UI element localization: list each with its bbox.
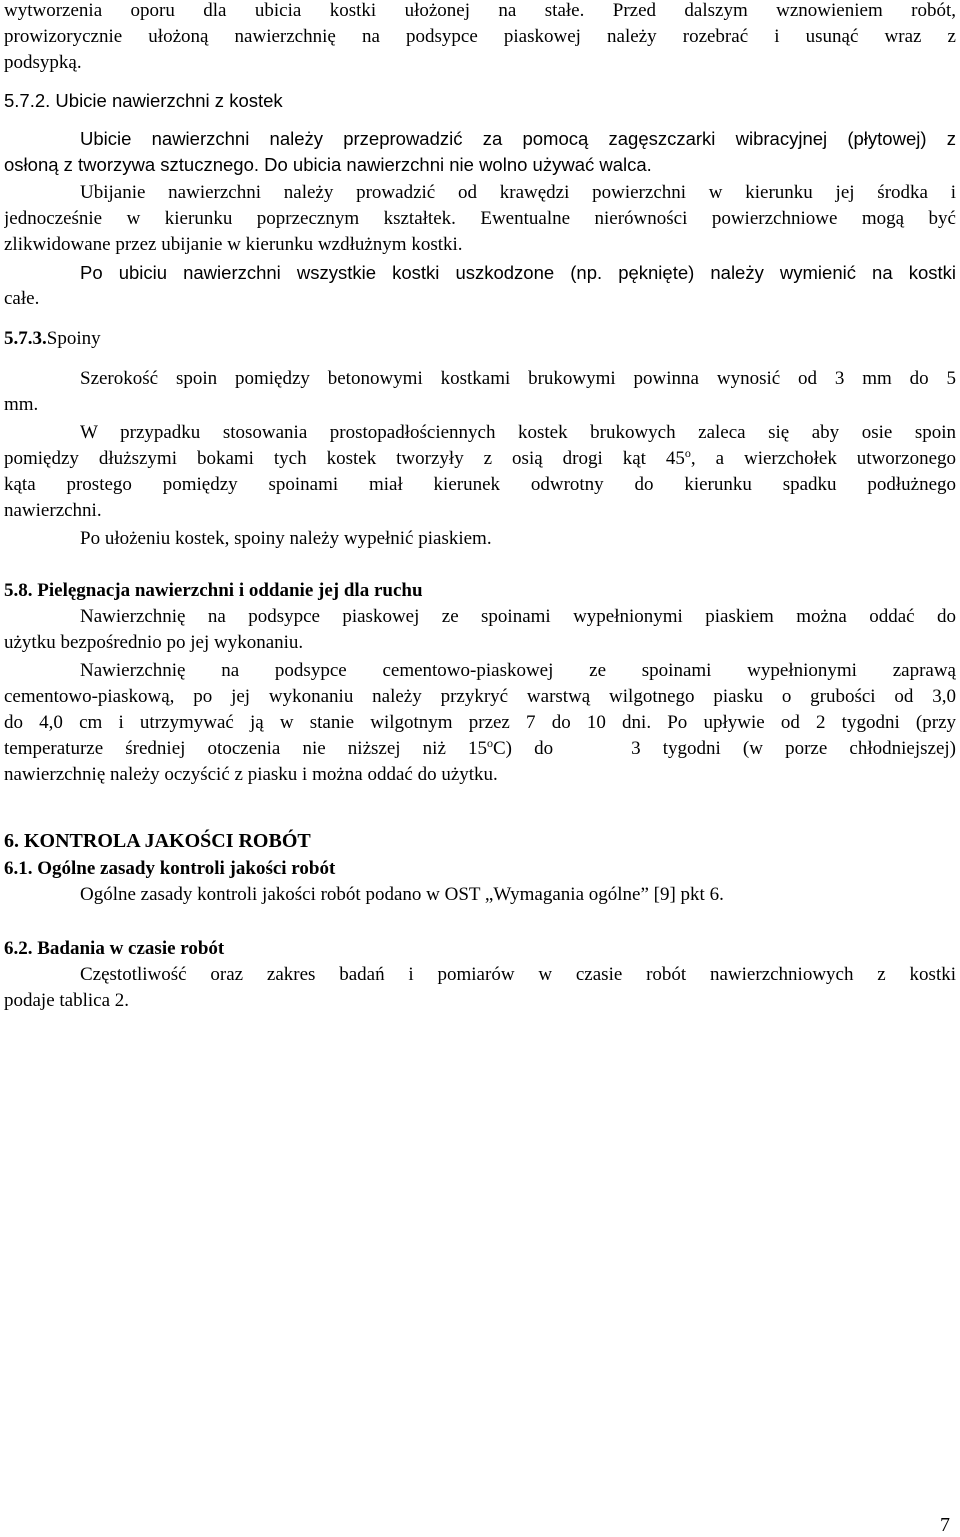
section-heading-5-7-3: [4, 326, 956, 352]
text-run: 3 tygodni (w porze chłodniejszej): [631, 738, 956, 759]
paragraph-line: Częstotliwość oraz zakres badań i pomiarów w czasie robót nawierzchniowych z kostki: [80, 964, 956, 985]
paragraph-line: [4, 446, 956, 472]
paragraph-line: Po ubiciu nawierzchni wszystkie kostki uszkodzone (np. pęknięte) należy wymienić na kostki: [80, 262, 956, 283]
paragraph-line: do 4,0 cm i utrzymywać ją w stanie wilgotnym przez 7 do 10 dni. Po upływie od 2 tygodni (przy: [4, 712, 956, 733]
section-heading-6-2: 6.2. Badania w czasie robót: [4, 938, 225, 959]
paragraph-line: Ubicie nawierzchni należy przeprowadzić za pomocą zagęszczarki wibracyjnej (płytowej) z: [80, 128, 956, 149]
paragraph-line: wytworzenia oporu dla ubicia kostki ułożonej na stałe. Przed dalszym wznowieniem robót,: [4, 0, 956, 21]
paragraph-line: podsypką.: [4, 52, 82, 73]
paragraph-line: Ogólne zasady kontroli jakości robót podano w OST „Wymagania ogólne” [9] pkt 6.: [80, 884, 724, 905]
paragraph-line: Po ułożeniu kostek, spoiny należy wypełnić piaskiem.: [80, 528, 492, 549]
section-heading-6-1: 6.1. Ogólne zasady kontroli jakości robót: [4, 858, 336, 879]
paragraph-line: nawierzchni.: [4, 500, 102, 521]
paragraph-line: Szerokość spoin pomiędzy betonowymi kostkami brukowymi powinna wynosić od 3 mm do 5: [80, 368, 956, 389]
text-run: C) do: [493, 738, 554, 759]
paragraph-line: użytku bezpośrednio po jej wykonaniu.: [4, 632, 304, 653]
page-number: 7: [940, 1514, 950, 1536]
paragraph-line: osłoną z tworzywa sztucznego. Do ubicia nawierzchni nie wolno używać walca.: [4, 154, 652, 175]
section-title: Spoiny: [46, 328, 101, 349]
section-heading-5-7-2: 5.7.2. Ubicie nawierzchni z kostek: [4, 90, 283, 111]
paragraph-line: [4, 736, 956, 762]
section-number: 5.7.3.: [4, 328, 47, 349]
text-run: temperaturze średniej otoczenia nie niższej niż 15: [4, 738, 487, 759]
paragraph-line: zlikwidowane przez ubijanie w kierunku wzdłużnym kostki.: [4, 234, 463, 255]
paragraph-line: cementowo-piaskową, po jej wykonaniu należy przykryć warstwą wilgotnego piasku o grubości od 3,0: [4, 686, 956, 707]
paragraph-line: W przypadku stosowania prostopadłościennych kostek brukowych zaleca się aby osie spoin: [80, 422, 956, 443]
paragraph-line: podaje tablica 2.: [4, 990, 130, 1011]
section-title: Pielęgnacja nawierzchni i oddanie jej dla ruchu: [32, 580, 423, 601]
section-heading-5-8: [4, 578, 956, 604]
paragraph-line: nawierzchnię należy oczyścić z piasku i można oddać do użytku.: [4, 764, 498, 785]
paragraph-line: jednocześnie w kierunku poprzecznym kształtek. Ewentualne nierówności powierzchniowe mogą być: [4, 208, 956, 229]
paragraph-line: Ubijanie nawierzchni należy prowadzić od krawędzi powierzchni w kierunku jej środka i: [80, 182, 956, 203]
paragraph-line: całe.: [4, 288, 40, 309]
degree-superscript: o: [684, 446, 691, 460]
chapter-heading-6: 6. KONTROLA JAKOŚCI ROBÓT: [4, 830, 311, 852]
paragraph-line: Nawierzchnię na podsypce cementowo-piaskowej ze spoinami wypełnionymi zaprawą: [80, 660, 956, 681]
degree-superscript: o: [487, 736, 493, 750]
paragraph-line: mm.: [4, 394, 39, 415]
paragraph-line: kąta prostego pomiędzy spoinami miał kierunek odwrotny do kierunku spadku podłużnego: [4, 474, 956, 495]
paragraph-line: Nawierzchnię na podsypce piaskowej ze spoinami wypełnionymi piaskiem można oddać do: [80, 606, 956, 627]
text-run: pomiędzy dłuższymi bokami tych kostek tworzyły z osią drogi kąt 45: [4, 448, 685, 469]
section-number: 5.8.: [4, 580, 33, 601]
paragraph-line: prowizorycznie ułożoną nawierzchnię na podsypce piaskowej należy rozebrać i usunąć wraz z: [4, 26, 956, 47]
text-run: , a wierzchołek utworzonego: [690, 448, 956, 469]
